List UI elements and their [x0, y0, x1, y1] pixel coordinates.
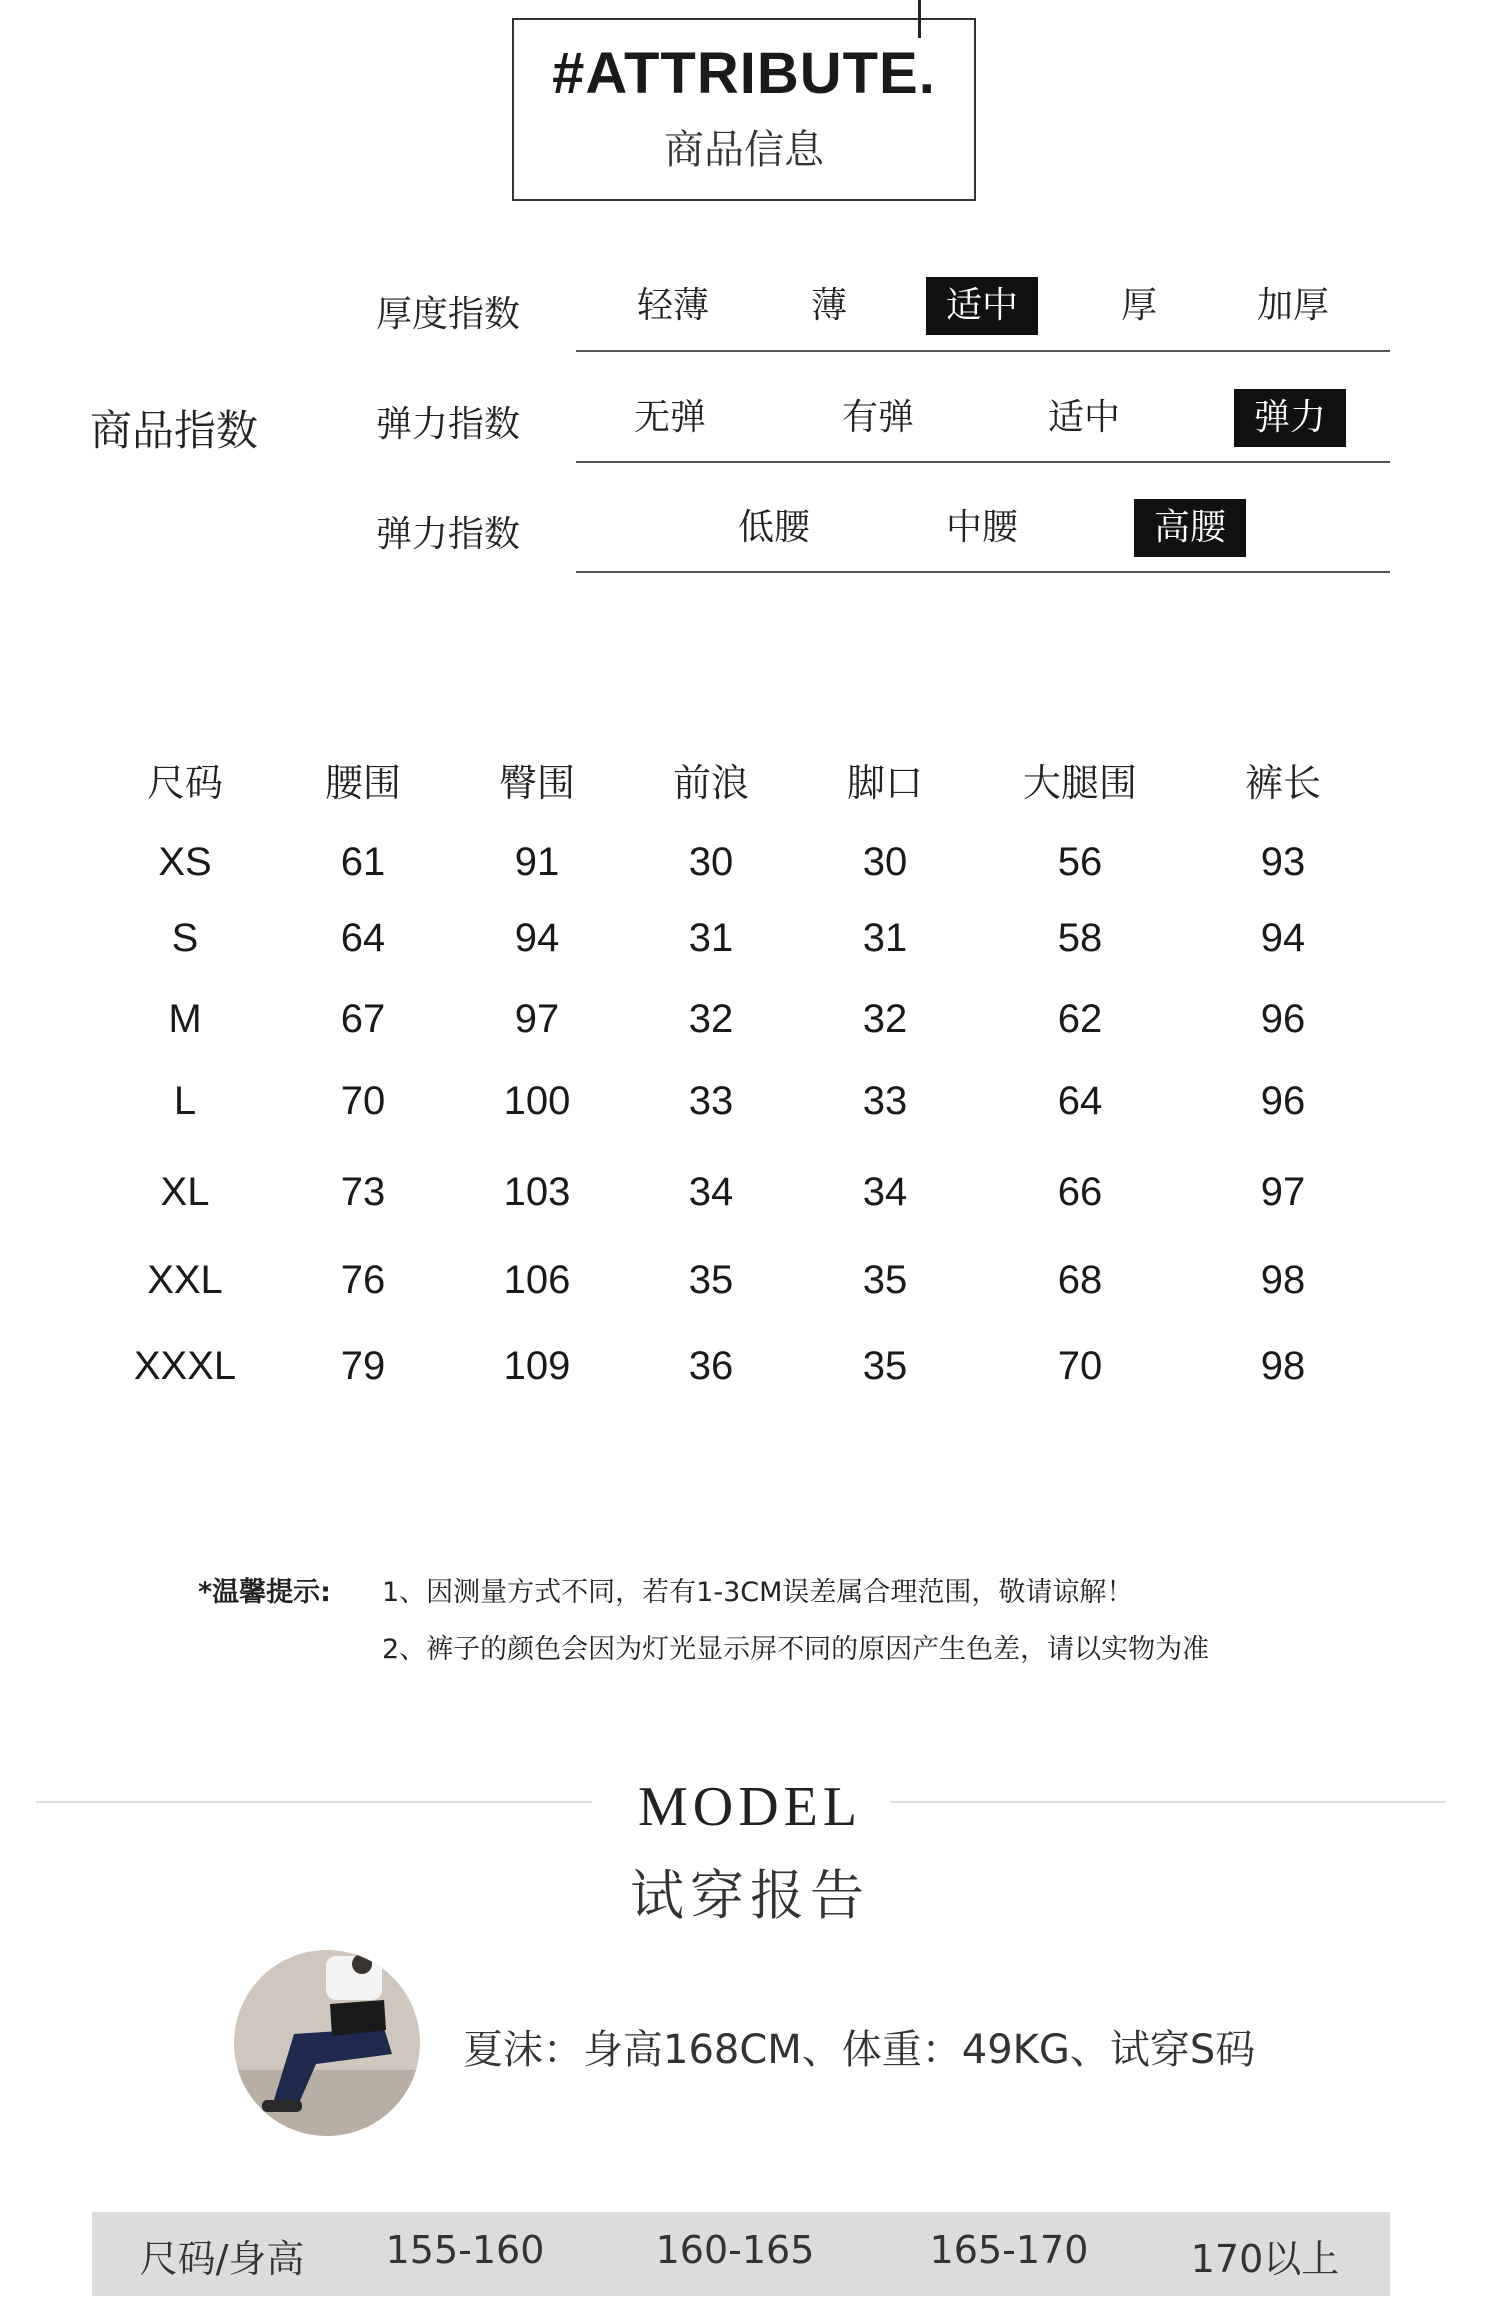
thickness-option-thick: 厚 [1120, 285, 1157, 326]
tip-item: 1、因测量方式不同，若有1-3CM误差属合理范围，敬请谅解！ [382, 1577, 1134, 1608]
divider-line-right [890, 1801, 1446, 1803]
model-subtitle: 试穿报告 [630, 1864, 870, 1927]
thickness-option-medium-selected: 适中 [926, 277, 1038, 335]
height-range-cell: 165-170 [929, 2228, 1089, 2272]
size-table-header: 尺码 [146, 761, 223, 805]
section-subtitle: 商品信息 [664, 127, 824, 173]
size-table-cell: 34 [862, 1170, 908, 1214]
elasticity-option-some: 有弹 [841, 397, 914, 438]
size-table-header: 腰围 [324, 761, 401, 805]
size-table-cell: 98 [1260, 1344, 1306, 1388]
size-table-cell: 68 [1057, 1258, 1103, 1302]
size-table-cell: 91 [514, 840, 560, 884]
size-table-size-cell: XXXL [133, 1344, 237, 1388]
size-table-cell: 109 [503, 1344, 571, 1388]
size-table-header: 脚口 [846, 761, 923, 805]
size-table-cell: 103 [503, 1170, 571, 1214]
tip-item: 2、裤子的颜色会因为灯光显示屏不同的原因产生色差，请以实物为准 [382, 1634, 1210, 1665]
elasticity-index-label: 弹力指数 [376, 404, 521, 445]
size-table-cell: 66 [1057, 1170, 1103, 1214]
size-table-cell: 31 [688, 916, 734, 960]
model-avatar [234, 1950, 420, 2136]
size-table-size-cell: XL [160, 1170, 210, 1214]
size-table-cell: 35 [688, 1258, 734, 1302]
size-table-cell: 64 [340, 916, 386, 960]
size-table-cell: 100 [503, 1079, 571, 1123]
size-table-cell: 36 [688, 1344, 734, 1388]
size-table-cell: 67 [340, 997, 386, 1041]
size-table-cell: 70 [340, 1079, 386, 1123]
size-table-size-cell: L [173, 1079, 197, 1123]
size-table-cell: 64 [1057, 1079, 1103, 1123]
height-range-cell: 170以上 [1190, 2237, 1340, 2281]
height-range-cell: 160-165 [655, 2228, 815, 2272]
size-table-cell: 58 [1057, 916, 1103, 960]
size-table-cell: 93 [1260, 840, 1306, 884]
product-index-label: 商品指数 [90, 406, 259, 455]
model-photo-icon [234, 1950, 420, 2136]
thickness-option-extra-thick: 加厚 [1256, 285, 1329, 326]
waist-index-label: 弹力指数 [376, 514, 521, 555]
elasticity-option-none: 无弹 [633, 397, 706, 438]
size-table-cell: 62 [1057, 997, 1103, 1041]
size-table-cell: 32 [688, 997, 734, 1041]
size-table-header: 大腿围 [1022, 761, 1137, 805]
size-table-cell: 33 [862, 1079, 908, 1123]
size-table-cell: 76 [340, 1258, 386, 1302]
model-fit-info: 夏沫：身高168CM、体重：49KG、试穿S码 [463, 2027, 1256, 2073]
size-table-cell: 97 [514, 997, 560, 1041]
divider-line-left [36, 1801, 592, 1803]
size-table-cell: 32 [862, 997, 908, 1041]
size-table-size-cell: XXL [147, 1258, 223, 1302]
size-table-cell: 35 [862, 1344, 908, 1388]
elasticity-option-stretch-selected: 弹力 [1234, 389, 1346, 447]
size-table-cell: 79 [340, 1344, 386, 1388]
size-table-cell: 34 [688, 1170, 734, 1214]
section-title: #ATTRIBUTE. [552, 41, 936, 106]
thickness-option-very-thin: 轻薄 [636, 285, 709, 326]
size-table-cell: 97 [1260, 1170, 1306, 1214]
size-table-cell: 70 [1057, 1344, 1103, 1388]
size-table-header: 臀围 [498, 761, 575, 805]
size-table-cell: 106 [503, 1258, 571, 1302]
size-table-cell: 61 [340, 840, 386, 884]
thickness-option-thin: 薄 [810, 285, 847, 326]
size-table-header: 前浪 [672, 761, 749, 805]
header-divider-tick [918, 0, 921, 38]
size-table-cell: 30 [688, 840, 734, 884]
size-table-cell: 96 [1260, 997, 1306, 1041]
size-table-cell: 56 [1057, 840, 1103, 884]
size-table-cell: 31 [862, 916, 908, 960]
size-table-size-cell: XS [158, 840, 212, 884]
height-bar-label: 尺码/身高 [139, 2237, 305, 2281]
model-title: MODEL [637, 1776, 863, 1838]
waist-option-low: 低腰 [737, 507, 810, 548]
thickness-index-label: 厚度指数 [376, 294, 521, 335]
elasticity-option-medium: 适中 [1047, 397, 1120, 438]
row-divider [576, 350, 1390, 352]
size-table-size-cell: M [168, 997, 202, 1041]
tips-label: *温馨提示: [198, 1577, 331, 1608]
size-table-cell: 94 [514, 916, 560, 960]
size-table-cell: 98 [1260, 1258, 1306, 1302]
size-table-cell: 73 [340, 1170, 386, 1214]
size-table-cell: 94 [1260, 916, 1306, 960]
size-table-cell: 33 [688, 1079, 734, 1123]
row-divider [576, 461, 1390, 463]
size-table-cell: 30 [862, 840, 908, 884]
height-range-cell: 155-160 [385, 2228, 545, 2272]
waist-option-mid: 中腰 [945, 507, 1018, 548]
row-divider [576, 571, 1390, 573]
size-table-header: 裤长 [1244, 761, 1321, 805]
size-table-size-cell: S [171, 916, 199, 960]
size-table-cell: 96 [1260, 1079, 1306, 1123]
size-table-cell: 35 [862, 1258, 908, 1302]
waist-option-high-selected: 高腰 [1134, 499, 1246, 557]
